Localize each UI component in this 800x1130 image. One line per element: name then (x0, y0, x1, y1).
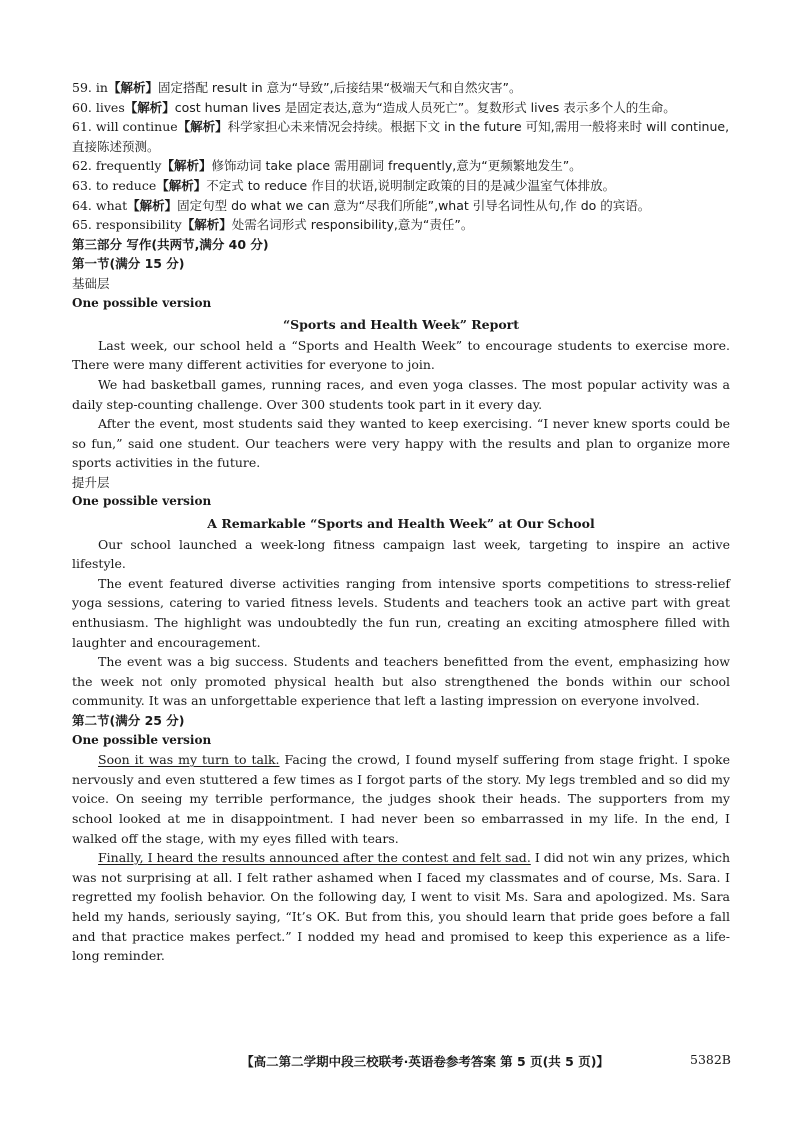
continuation-paragraph-1: Soon it was my turn to talk. Facing the crowd, I found myself suffering from stage fright. I spoke nervously and even stuttered a few times as I forgot parts of the story. My legs trembled and so did my voice. On seeing my terrible performance, the judges shook their heads. The supporters from my school looked at me in disappointment. I had never been so embarrassed in my life. In the end, I walked off the stage, with my eyes filled with tears. (72, 752, 730, 846)
basic-paragraph-3: After the event, most students said they wanted to keep exercising. “I never knew sports could be so fun,” said one student. Our teachers were very happy with the results and plan to organize more sports activities in the future. (72, 416, 730, 471)
basic-level-label: 基础层 (72, 275, 110, 291)
advanced-essay-title: A Remarkable “Sports and Health Week” at Our School (207, 516, 595, 532)
basic-paragraph-2: We had basketball games, running races, and even yoga classes. The most popular activity was a daily step-counting challenge. Over 300 students took part in it every day. (72, 376, 730, 412)
advanced-paragraph-2: The event featured diverse activities ranging from intensive sports competitions to stress-relief yoga sessions, catering to varied fitness levels. Students and teachers took an active part with great enthusiasm. The highlight was undoubtedly the fun run, creating an exciting atmosphere filled with laughter and encouragement. (72, 575, 730, 650)
section2-heading: 第二节(满分 25 分) (72, 713, 185, 728)
advanced-version-label: One possible version (72, 494, 212, 509)
answer-item-65: 65. responsibility【解析】处需名词形式 responsibility,意为“责任”。 (72, 217, 474, 233)
answer-item-61: 61. will continue【解析】科学家担心未来情况会持续。根据下文 in the future 可知,需用一般将来时 will continue,直接陈述预测。 (72, 119, 730, 154)
page-content (72, 78, 730, 966)
answer-item-62: 62. frequently【解析】修饰动词 take place 需用副词 frequently,意为“更频繁地发生”。 (72, 158, 582, 174)
footer-title: 【高二第二学期中段三校联考·英语卷参考答案 第 5 页(共 5 页)】 (241, 1054, 609, 1069)
section1-heading: 第一节(满分 15 分) (72, 256, 185, 272)
answer-item-64: 64. what【解析】固定句型 do what we can 意为“尽我们所能”,what 引导名词性从句,作 do 的宾语。 (72, 197, 651, 213)
answer-item-60: 60. lives【解析】cost human lives 是固定表达,意为“造成人员死亡”。复数形式 lives 表示多个人的生命。 (72, 99, 676, 115)
basic-version-label: One possible version (72, 295, 212, 310)
footer-code: 5382B (690, 1052, 731, 1067)
answer-item-63: 63. to reduce【解析】不定式 to reduce 作目的状语,说明制定政策的目的是减少温室气体排放。 (72, 177, 616, 193)
advanced-level-label: 提升层 (72, 474, 110, 490)
advanced-paragraph-3: The event was a big success. Students and teachers benefitted from the event, emphasizing how the week not only promoted physical health but also strengthened the bonds within our school community. It was an unforgettable experience that left a lasting impression on everyone involved. (72, 654, 730, 709)
advanced-paragraph-1: Our school launched a week-long fitness campaign last week, targeting to inspire an active lifestyle. (72, 536, 730, 572)
part3-heading: 第三部分 写作(共两节,满分 40 分) (72, 236, 269, 252)
section2-version-label: One possible version (72, 732, 212, 747)
paragraph-1-opening-sentence: Soon it was my turn to talk. (98, 752, 280, 768)
basic-essay-title: “Sports and Health Week” Report (282, 317, 520, 333)
basic-paragraph-1: Last week, our school held a “Sports and Health Week” to encourage students to exercise more. There were many different activities for everyone to join. (72, 337, 730, 373)
answer-list (72, 78, 730, 235)
continuation-paragraph-2: Finally, I heard the results announced after the contest and felt sad. I did not win any prizes, which was not surprising at all. I felt rather ashamed when I faced my classmates and of course, Ms. Sara. I regretted my foolish behavior. On the following day, I went to visit Ms. Sara and apologized. Ms. Sara held my hands, seriously saying, “It’s OK. But from this, you should learn that pride goes before a fall and that practice makes perfect.” I nodded my head and promised to keep this experience as a life-long reminder. (72, 850, 731, 964)
paragraph-2-opening-sentence: Finally, I heard the results announced after the contest and felt sad. (98, 850, 531, 866)
answer-item-59: 59. in【解析】固定搭配 result in 意为“导致”,后接结果“极端天气和自然灾害”。 (72, 80, 522, 95)
